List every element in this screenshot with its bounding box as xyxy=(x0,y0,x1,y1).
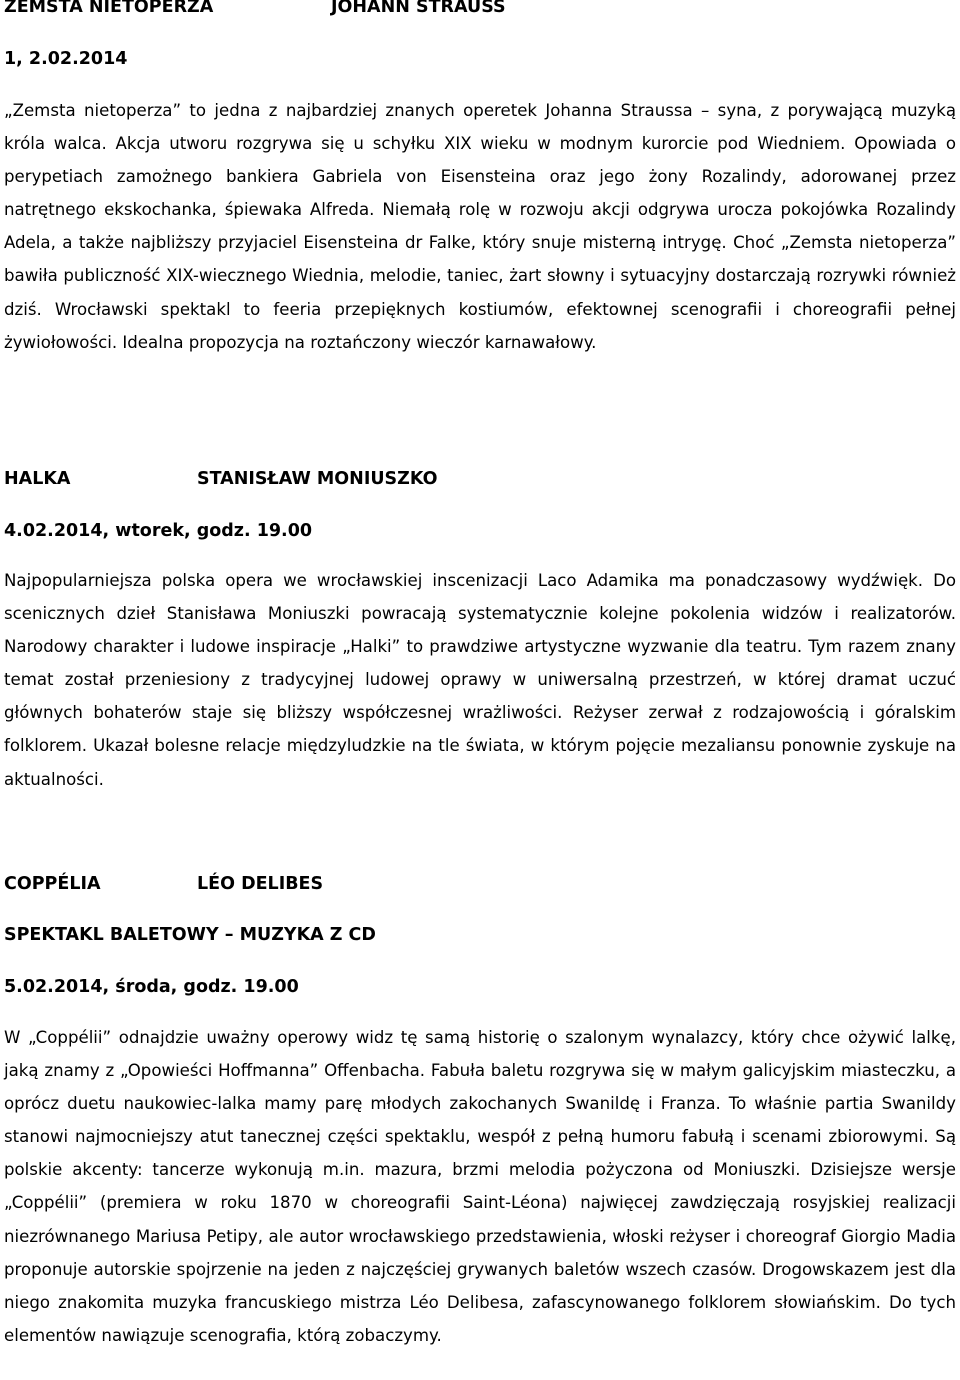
event-date: 5.02.2014, środa, godz. 19.00 xyxy=(4,977,299,997)
event-composer: LÉO DELIBES xyxy=(197,874,324,894)
event-date: 1, 2.02.2014 xyxy=(4,49,128,69)
event-title: ZEMSTA NIETOPERZA xyxy=(4,0,214,17)
event-subtitle: SPEKTAKL BALETOWY – MUZYKA Z CD xyxy=(4,925,376,945)
event-title: HALKA xyxy=(4,469,71,489)
event-date: 4.02.2014, wtorek, godz. 19.00 xyxy=(4,521,313,541)
event-composer: STANISŁAW MONIUSZKO xyxy=(197,469,438,489)
event-description: W „Coppélii” odnajdzie uważny operowy widz tę samą historię o szalonym wynalazcy, który chce ożywić lalkę, jaką znamy z „Opowieści Hoffmanna” Offenbacha. Fabuła baletu rozgrywa się w małym galicyjskim miasteczku, a oprócz duetu naukowiec-lalka mamy parę młodych zakochanych Swanildę i Franza. To właśnie partia Swanildy stanowi najmocniejszy atut tanecznej części spektaklu, wespół z pełną humoru fabułą i scenami zbiorowymi. Są polskie akcenty: tancerze wykonują m.in. mazura, brzmi melodia pożyczona od Moniuszki. Dzisiejsze wersje „Coppélii” (premiera w roku 1870 w choreografii Saint-Léona) najwięcej zawdzięczają rosyjskiej realizacji niezrównanego Mariusa Petipy, ale autor wrocławskiego przedstawienia, włoski reżyser i choreograf Giorgio Madia proponuje autorskie spojrzenie na jeden z najczęściej grywanych baletów wszech czasów. Drogowskazem jest dla niego znakomita muzyka francuskiego mistrza Léo Delibesa, zafascynowanego folklorem słowiańskim. Do tych elementów nawiązuje scenografia, którą zobaczymy. xyxy=(4,1028,956,1345)
event-description: „Zemsta nietoperza” to jedna z najbardziej znanych operetek Johanna Straussa – syna, z porywającą muzyką króla walca. Akcja utworu rozgrywa się u schyłku XIX wieku w modnym kurorcie pod Wiedniem. Opowiada o perypetiach zamożnego bankiera Gabriela von Eisensteina oraz jego żony Rozalindy, adorowanej przez natrętnego ekskochanka, śpiewaka Alfreda. Niemałą rolę w rozwoju akcji odgrywa urocza pokojówka Rozalindy Adela, a także najbliższy przyjaciel Eisensteina dr Falke, który snuje misterną intrygę. Choć „Zemsta nietoperza” bawiła publiczność XIX-wiecznego Wiednia, melodie, taniec, żart słowny i sytuacyjny dostarczają rozrywki również dziś. Wrocławski spektakl to feeria przepięknych kostiumów, efektownej scenografii i choreografii pełnej żywiołowości. Idealna propozycja na roztańczony wieczór karnawałowy. xyxy=(4,101,956,352)
event-composer: JOHANN STRAUSS xyxy=(331,0,506,17)
event-title: COPPÉLIA xyxy=(4,874,101,894)
event-description: Najpopularniejsza polska opera we wrocławskiej inscenizacji Laco Adamika ma ponadczasowy wydźwięk. Do scenicznych dzieł Stanisława Moniuszki powracają systematycznie kolejne pokolenia widzów i realizatorów. Narodowy charakter i ludowe inspiracje „Halki” to prawdziwe artystyczne wyzwanie dla teatru. Tym razem znany temat został przeniesiony z tradycyjnej ludowej oprawy w uniwersalną przestrzeń, w której dramat uczuć głównych bohaterów staje się bliższy współczesnej wrażliwości. Reżyser zerwał z rodzajowością i góralskim folklorem. Ukazał bolesne relacje międzyludzkie na tle świata, w którym pojęcie mezaliansu ponownie zyskuje na aktualności. xyxy=(4,571,956,789)
